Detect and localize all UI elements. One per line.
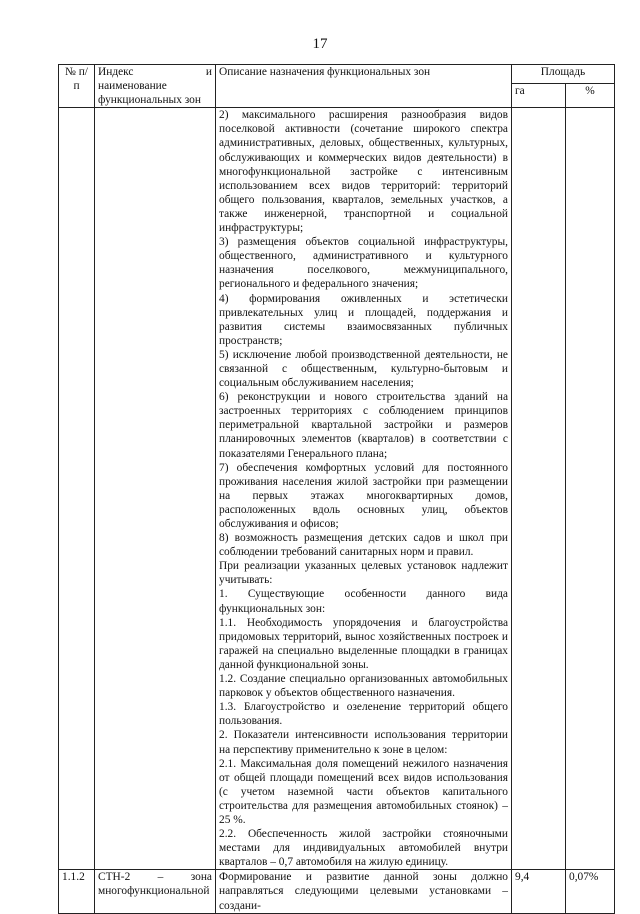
row-index: СТН-2 – зона многофункциональной bbox=[95, 870, 216, 913]
header-index: Индекс и наименование функциональных зон bbox=[95, 65, 216, 108]
continued-percent-cell bbox=[566, 108, 615, 870]
description-paragraph: 1.1. Необходимость упорядочения и благоустройства придомовых территорий, вынос хозяйственных построек и гаражей на специально выделенные площадки в границах данной функциональной зоны. bbox=[219, 616, 508, 671]
description-paragraph: 1.3. Благоустройство и озеленение территорий общего пользования. bbox=[219, 701, 508, 728]
description-paragraph: 2. Показатели интенсивности использования территории на перспективу применительно к зоне в целом: bbox=[219, 729, 508, 756]
header-num: № п/п bbox=[59, 65, 95, 108]
description-paragraph: 3) размещения объектов социальной инфраструктуры, общественного, административного и культурного назначения поселкового, межмуниципального, регионального и федерального значения; bbox=[219, 236, 508, 291]
row-ha: 9,4 bbox=[512, 870, 566, 913]
header-ha: га bbox=[512, 84, 566, 108]
description-paragraph: 2.1. Максимальная доля помещений нежилого назначения от общей площади помещений всех видов использования (с учетом наземной части объектов капитального строительства для размещения автомобильных стоянок) – 25 %. bbox=[219, 757, 508, 826]
header-description: Описание назначения функциональных зон bbox=[216, 65, 512, 108]
header-area: Площадь bbox=[512, 65, 615, 84]
functional-zones-table bbox=[58, 64, 615, 914]
table-row bbox=[59, 870, 615, 913]
continued-index-cell bbox=[95, 108, 216, 870]
continued-num-cell bbox=[59, 108, 95, 870]
description-paragraph: 8) возможность размещения детских садов и школ при соблюдении требований санитарных норм и правил. bbox=[219, 532, 508, 559]
continued-description-cell bbox=[216, 108, 512, 870]
description-paragraph: 4) формирования оживленных и эстетически привлекательных улиц и площадей, поддержания и развития системы взаимосвязанных публичных пространств; bbox=[219, 292, 508, 347]
table-row-continued bbox=[59, 108, 615, 870]
page-number: 17 bbox=[312, 36, 328, 52]
description-paragraph: 5) исключение любой производственной деятельности, не связанной с общественным, культурно-бытовым и социальным обслуживанием населения; bbox=[219, 348, 508, 390]
row-percent: 0,07% bbox=[566, 870, 615, 913]
description-paragraph: 2) максимального расширения разнообразия видов поселковой активности (сочетание широкого спектра административных, деловых, общественных, культурных, обслуживающих и коммерческих видов деятельности) в многофункциональной застройке с интенсивным использованием всех видов территорий: территорий общего пользования, кварталов, земельных участков, а также инженерной, транспортной и социальной инфраструктуры; bbox=[219, 109, 508, 235]
description-paragraph: 7) обеспечения комфортных условий для постоянного проживания населения жилой застройки при размещении на первых этажах многоквартирных домов, расположенных вдоль основных улиц, объектов обслуживания и офисов; bbox=[219, 461, 508, 530]
description-paragraph: 1. Существующие особенности данного вида функциональных зон: bbox=[219, 588, 508, 615]
continued-ha-cell bbox=[512, 108, 566, 870]
row-description bbox=[216, 870, 512, 913]
row-num: 1.1.2 bbox=[59, 870, 95, 913]
description-paragraph: 6) реконструкции и нового строительства зданий на застроенных территориях с соблюдением принципов периметральной квартальной застройки и размеров планировочных элементов (кварталов) в соответствии с показателями Генерального плана; bbox=[219, 391, 508, 460]
header-percent: % bbox=[566, 84, 615, 108]
description-paragraph: 1.2. Создание специально организованных автомобильных парковок у объектов общественного назначения. bbox=[219, 673, 508, 700]
description-paragraph: При реализации указанных целевых установок надлежит учитывать: bbox=[219, 560, 508, 587]
description-paragraph: Формирование и развитие данной зоны должно направляться следующими целевыми установками – создани- bbox=[219, 871, 508, 912]
description-paragraph: 2.2. Обеспеченность жилой застройки стояночными местами для индивидуальных автомобилей внутри кварталов – 0,7 автомобиля на жилую единицу. bbox=[219, 828, 508, 869]
